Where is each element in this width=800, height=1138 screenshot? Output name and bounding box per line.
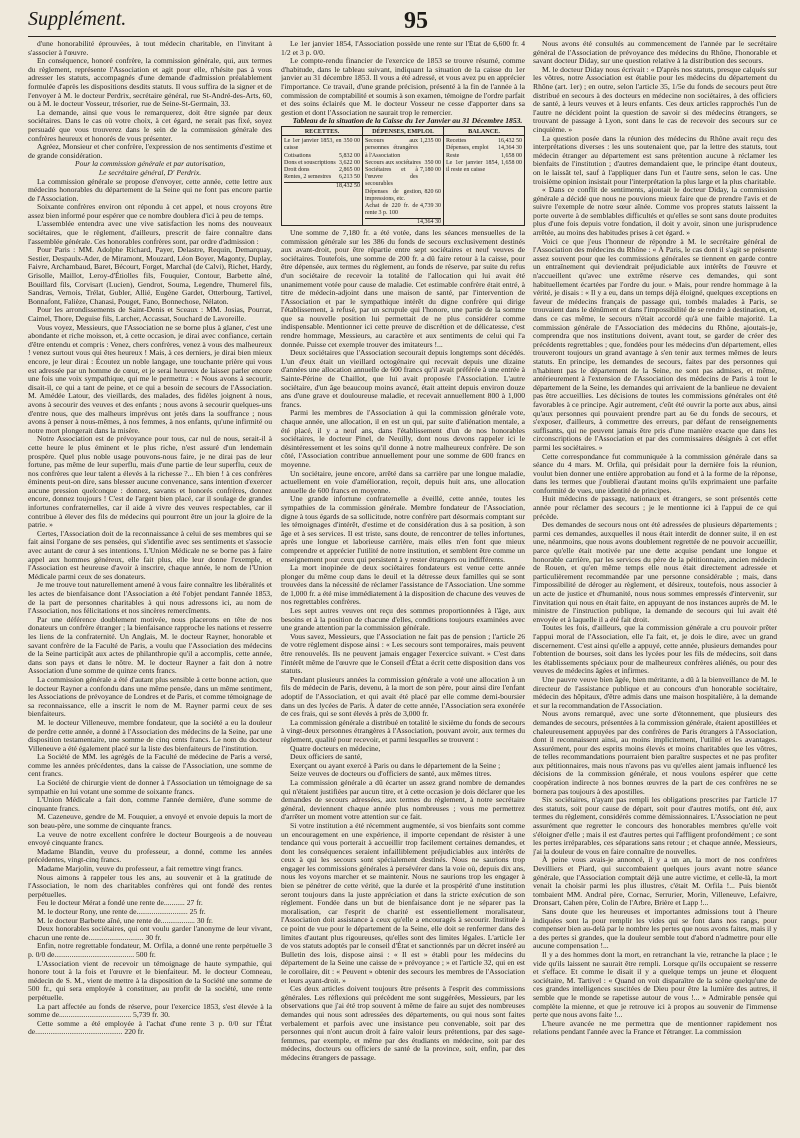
paragraph: La demande, ainsi que vous le remarquerez, doit être signée par deux sociétaires. Dans le cas où votre choix, à cet égard, ne serait pas fixé, soyez persuadé que vous trouverez dans le sein de la commission générale des confrères heureux et honorés de vous présenter. — [28, 107, 272, 143]
paragraph: L'Union Médicale a fait don, comme l'année dernière, d'une somme de cinquante francs. — [28, 795, 272, 813]
paragraph: Nous avons été consultés au commencement de l'année par le secrétaire général de l'Association de prévoyance des médecins du Rhône, l'honorable et savant docteur Diday, sur une question relative à la distribution des secours. — [533, 40, 777, 66]
ledger-amount: 7,180 00 — [420, 166, 441, 173]
page-number: 95 — [404, 8, 428, 34]
paragraph: Je me trouve tout naturellement amené à vous faire connaître les libéralités et les actes de bienfaisance dont l'Association a été l'objet pendant l'année 1853, de la part de personnes charitables à qui nous adressons ici, au nom de l'Association, nos félicitations et nos sincères remercîments. — [28, 580, 272, 616]
ledger-amount: 1,658 00 — [501, 159, 522, 166]
paragraph: d'une honorabilité éprouvées, à tout médecin charitable, en l'invitant à s'associer à l'œuvre. — [28, 40, 272, 57]
paragraph: Enfin, notre regrettable fondateur, M. Orfila, a donné une rente perpétuelle 3 p. 0/0 de.......................................... 500 fr. — [28, 941, 272, 959]
ledger-label: Dépenses de gestion, impressions, etc. — [365, 188, 423, 202]
paragraph: La question posée dans la réunion des médecins du Rhône avait reçu des interprétations diverses : les uns soutenaient que, par la lettre des statuts, tout médecin étranger au département est sans prétention aucune à réclamer les bienfaits de l'institution ; d'autres demandaient que, le principe étant douteux, on le laissât tel, sauf à l'appliquer dans l'un et l'autre sens, selon le cas. Une troisième opinion insistait pour l'interprétation la plus large et la plus charitable. — [533, 133, 777, 186]
paragraph: La commission générale se propose d'envoyer, cette année, cette lettre aux médecins honorables du département de la Seine qui ne font pas encore partie de l'Association. — [28, 176, 272, 203]
ledger-amount: 2,865 00 — [339, 166, 360, 173]
paragraph: M. le docteur Rony, une rente de........................... 25 fr. — [37, 906, 206, 916]
paragraph: Des demandes de secours nous ont été adressées de plusieurs départements ; parmi ces demandes, auxquelles il nous était interdit de donner suite, il en est une, néanmoins, que nous avons doublement regrettée de ne pouvoir accueillir, parce qu'elle était motivée par une dette acquise pendant une longue et honorable carrière, par les services du père de la pétitionnaire, ancien médecin de Rouen, et qu'en même temps elle nous était directement adressée et particulièrement recommandée par une personne considérable ; mais, dans l'impossibilité de déroger au règlement, et désireux, toutefois, nous associer à un acte de justice et d'humanité, nous nous sommes empressés d'intervenir, sur l'invitation qui nous en était faite, en appuyant de nos instances auprès de M. le ministre de l'instruction publique, la demande de secours qui lui avait été envoyée et à laquelle il a été fait droit. — [533, 520, 777, 624]
paragraph: Seize veuves de docteurs ou d'officiers de santé, aux mêmes titres. — [290, 769, 492, 779]
column-1-text — [28, 40, 272, 1037]
paragraph: Sans doute que les heureuses et importantes admissions tout à l'heure indiquées sont la pour remplir les vides qui se font dans nos rangs, pour compenser bien au-delà par le nombre les pertes que nous avons faites, mais il y a des pertes si grandes, que la douleur semble tout d'abord n'admettre pour elle aucune compensation !... — [533, 906, 777, 951]
paragraph: Certes, l'Association doit de la reconnaissance à celui de ses membres qui se fait ainsi l'organe de ses pensées, qui s'identifie avec ses sentiments et s'associe avec autant de cœur à ses intentions. L'Union Médicale ne se borne pas à faire appel aux hommes généreux, elle fait plus, elle leur donne l'exemple, et l'Association est heureuse d'avoir à inscrire, chaque année, le nom de l'Union Médicale parmi ceux de ses donateurs. — [28, 528, 272, 581]
paragraph: Pour Paris : MM. Adolphe Richard, Payer, Delastre, Requin, Demarquay, Sestier, Despaulx-Ader, de Miramont, Mouzard, Léon Boyer, Magonty, Duplay, Faivre, Archambaud, Baret, Bécourt, Forget, Marchal (de Calvi), Richet, Hardy, Grisolle, Maillot, Leroy-d'Étiolles fils, Fouquier, Contour, Barbette aîné, Bouillard fils, Corvisart (Lucien), Gendrot, Souma, Legendre, Thumerel fils, Sandras, Vernois, Trélat, Gubler, Allié, Eugène Gardet, Otterbourg, Tartivel, Bonnafont, Falièze, Chanasi, Pouget, Fano, Bonnechose, Nélaton. — [28, 245, 272, 306]
paragraph: Nous avons remarqué, avec une sorte d'étonnement, que plusieurs des demandes de secours, présentées à la commission générale, étaient apostillées et chaleureusement appuyées par des confrères de Paris étrangers à l'Association, dont il reconnaissent ainsi, au moins implicitement, l'utilité et les avantages. Assurément, pour des esprits moins élevés et moins charitables que les vôtres, de telles recommandations pourraient bien paraître suspectes et ne pas profiter aux pétitionnaires, mais nous n'avons pas vu qu'elles aient jamais influencé les décisions de la commission générale, et nous voulons espérer que cette coopération indirecte à nos bonnes œuvres de la part de ces confrères ne se bornera pas toujours à des apostilles. — [533, 709, 777, 796]
paragraph: La Société de MM. les agrégés de la Faculté de médecine de Paris a versé, comme les années précédentes, dans la caisse de l'Association, une somme de cent francs. — [28, 752, 272, 779]
paragraph: Pour les arrondissements de Saint-Denis et Sceaux : MM. Josias, Pourrat, Caimel, Thore, Deguise fils, Larcher, Accassat, Souchard de Lavoreille. — [28, 305, 272, 323]
paragraph: La commission générale a dû écarter un assez grand nombre de demandes qui n'étaient justifiées par aucun titre, et à cette occasion je dois déclarer que les demandes de secours adressées, aux termes du règlement, à notre secrétaire général, deviennent chaque année plus nombreuses ; vous me permettrez d'arrêter un moment votre attention sur ce fait. — [281, 777, 525, 822]
running-head — [28, 6, 776, 37]
ledger-label: Rentes, 2 semestres — [284, 174, 332, 181]
paragraph: Exerçant ou ayant exercé à Paris ou dans le département de la Seine ; — [290, 760, 501, 770]
column-2-intro — [281, 40, 525, 117]
ledger-amount: 3,622 00 — [339, 159, 360, 166]
ledger-row — [284, 153, 360, 160]
ledger-label: Le 1er janvier 1853, en caisse — [284, 138, 342, 152]
ledger-row — [446, 160, 522, 174]
paragraph: Le compte-rendu financier de l'exercice de 1853 se trouve résumé, comme d'habitude, dans le tableau suivant, indiquant la situation de la caisse du 1er janvier au 31 décembre 1853. Il vous a été adressé, et vous avez pu en apprécier l'importance. Ce travail, d'une grande précision, présenté à la fin de l'année à la commission de comptabilité et soumis à son examen, témoigne de l'ordre parfait et des soins éclairés que M. le docteur Vosseur ne cesse d'apporter dans sa gestion et dont l'Association ne saurait trop le remercier. — [281, 56, 525, 117]
column-2-text — [281, 229, 525, 1063]
paragraph: Les sept autres veuves ont reçu des sommes proportionnées à l'âge, aux besoins et à la position de chacune d'elles, conditions toujours examinées avec une grande attention par la commission générale. — [281, 606, 525, 633]
column-1 — [28, 40, 272, 1132]
ledger-amount: 1,235 00 — [420, 138, 441, 145]
paragraph: La veuve de notre excellent confrère le docteur Bourgeois a de nouveau envoyé cinquante francs. — [28, 829, 272, 848]
ledger-amount: 5,832 00 — [339, 152, 360, 159]
paragraph: Deux officiers de santé, — [290, 752, 362, 762]
ledger-row — [284, 138, 360, 152]
ledger-column-header: RECETTES. — [282, 128, 362, 136]
ledger-amount: 16,432 50 — [498, 138, 522, 145]
paragraph: Quatre docteurs en médecine, — [290, 743, 381, 753]
paragraph: Une somme de 7,180 fr. a été votée, dans les séances mensuelles de la commission générale sur les 386 du fonds de secours exclusivement destinés aux avant-droit, pour être répartie entre sept sociétaires et neuf veuves de sociétaires. Toutefois, une somme de 200 fr. a dû faire retour à la caisse, pour être dépensée, aux termes du règlement, au fonds de réserve, par suite du refus d'un sociétaire de recevoir la totalité de l'allocation qui lui avait été unanimement votée pour cause de maladie. Cet estimable confrère était entré, à titre de médecin-adjoint dans une maison de santé, par l'intervention de l'Association et par le sympathique intérêt du digne confrère qui dirige l'établissement, à refusé, par un scrupule qui l'honore, une partie de la somme que sa nouvelle position lui permettait de ne plus considérer comme indispensable. Mentionner ici cette preuve de discrétion et de délicatesse, c'est rendre hommage, Messieurs, au caractère et aux sentiments de celui qui l'a donnée. Puisse cet exemple trouver des imitateurs !... — [281, 227, 525, 349]
paragraph: Une pauvre veuve bien âgée, bien méritante, a dû à la bienveillance de M. le directeur de l'assistance publique et au concours d'un honorable sociétaire, médecin des hôpitaux, d'être admis dans une maison hospitalière, à la demande et sur la recommandation de l'Association. — [533, 674, 777, 710]
ledger-amount: 820 60 — [424, 188, 441, 195]
paragraph: Soixante confrères environ ont répondu à cet appel, et nous croyons être assez bien informé pour espérer que ce nombre doublera d'ici à peu de temps. — [28, 202, 272, 220]
ledger-amount: 350 00 — [343, 138, 360, 145]
paragraph: Huit médecins de passage, nationaux et étrangers, se sont présentés cette année pour réclamer des secours ; je le mentionne ici à l'appui de ce qui précède. — [533, 494, 777, 521]
paragraph: La mort inopinée de deux sociétaires fondateurs est venue cette année plonger du même coup dans le deuil et la détresse deux familles qui se sont trouvées dans la nécessité de réclamer l'assistance de l'Association. Une somme de 1,000 fr. a été mise immédiatement à la disposition de chacune des veuves de nos regrettables confrères. — [281, 563, 525, 607]
ledger-amount: 14,364 30 — [498, 145, 522, 152]
paragraph: Si votre institution a été récemment augmentée, si vos bienfaits sont comme un encouragement en une expérience, il importe cependant de résister à une tendance qui vous porterait à accueillir trop facilement certaines demandes, et dont les conséquences seraient infailliblement préjudiciables aux intérêts de ceux à qui les secours sont spécialement destinés. Nous ne saurions trop engager les commissions générales à persévérer dans la voie où, depuis dix ans, nous les voyons marcher et se maintenir. Nous ne saurions trop les engager à bien se pénétrer de cette vérité, que la durée et la prospérité d'une institution seront toujours dans la juste appréciation et dans la stricte exécution de son règlement. Fondée dans un but de bienfaisance dont je ne séparer pas la moralisation, car l'esprit de charité est essentiellement moralisateur, l'Association doit assistance à ceux qu'elle a encouragés à secourir. Instituée à ce point de vue pour le département de la Seine, elle doit se renfermer dans des limites d'autant plus rigoureuses, qu'elles sont des limites légales. L'article 1er de vos statuts adoptés par le conseil d'État et sanctionnés par un décret inséré au Bulletin des lois, dispose ainsi : « Il est » établi pour les médecins du département de la Seine une caisse de » prévoyance ; » et l'article 32, qui en est le corollaire, dit : « Peuvent » obtenir des secours les membres de l'Association et leurs ayant-droit. » — [281, 820, 525, 985]
ledger-label: Droit dons — [284, 166, 310, 173]
ledger-label: Dons et souscriptions — [284, 159, 336, 166]
paragraph: Voici ce que j'eus l'honneur de répondre à M. le secrétaire général de l'Association des médecins du Rhône : « À Paris, le cas dont il s'agit se présente assez souvent pour que les commissions générales se tiennent en garde contre un entraînement qui deviendrait préjudiciable aux intérêts de l'œuvre et n'accueillent qu'avec une extrême réserve ces demandes, qui sont habituellement écartées par l'ordre du jour. » Mais, pour rendre hommage à la vérité, je disais : « Il y a eu, dans un temps déjà éloigné, quelques exceptions en faveur de médecins français de passage qui, tombés malades à Paris, se trouvaient dans le dénûment et dans l'impossibilité de se rendre à destination, et, dans ce cas même, le secours n'était accordé qu'à une faible majorité. La commission générale de l'Association des médecins du Rhône, ajoutais-je, comprendra que nos institutions doivent, avant tout, se garder de créer des précédents regrettables ; que, fondées pour les médecins d'un département, elles trouveront toujours un grand avantage à s'en tenir aux termes mêmes de leurs statuts. En principe, les demandes de secours, faites par des personnes qui n'habitent pas le département de la Seine, ne sont pas admises, et même, antérieurement à l'extension de l'Association des médecins de Paris à tout le département de la Seine, les demandes qui arrivaient de la banlieue ne devaient pas être accueillies. Les décisions de toutes les commissions générales ont été favorables à ce principe. Agir autrement, c'eût été ouvrir la porte aux abus, ainsi qu'aux personnes qui pouvaient prendre part au 6e du fonds de secours, et s'exposer, d'ailleurs, à commettre des erreurs, par défaut de renseignements suffisants, qui ne peuvent jamais être pris d'une manière exacte que dans les circonscriptions de l'Association et par des commissaires désignés à cet effet parmi les sociétaires. » — [533, 236, 777, 452]
ledger-row — [284, 167, 360, 174]
paragraph: L'heure avancée ne me permettra que de mentionner rapidement nos relations pendant l'année avec la France et l'étranger. La commission — [533, 1018, 777, 1037]
ledger-label: Sociétaires et à l'œuvre des secourables — [365, 166, 418, 188]
paragraph: M. Cazeneuve, gendre de M. Fouquier, a envoyé et envoie depuis la mort de son beau-père, une somme de cinquante francs. — [28, 812, 272, 831]
paragraph: M. le docteur Diday nous écrivait : « D'après nos statuts, presque calqués sur les vôtres, notre Association est établie pour les médecins du département du Rhône (art. 1er) ; en outre, selon l'article 35, 1/5e du fonds de secours peut être distribué en secours à des docteurs en médecine non sociétaires, à des officiers de santé, à leurs veuves et à leurs enfants. Ces deux articles rapprochés l'un de l'autre ne décident point la question de savoir si des médecins étrangers, se trouvant de passage à Lyon, sont dans le cas de recevoir des secours sur ce cinquième. » — [533, 64, 777, 134]
ledger-label: Secours aux personnes étrangères à l'Association — [365, 138, 418, 159]
column-3-text — [533, 40, 777, 1037]
paragraph: Pour la commission générale et par autorisation, — [75, 159, 225, 169]
ledger-row — [365, 138, 441, 160]
paragraph: Le 1er janvier 1854, l'Association possède une rente sur l'État de 6,600 fr. 4 1/2 et 3 p. 0/0. — [281, 40, 525, 57]
paragraph: Deux honorables sociétaires, qui ont voulu garder l'anonyme de leur vivant, chacun une rente de............................. 30 fr. — [28, 924, 272, 942]
ledger-column — [363, 127, 444, 225]
paragraph: Six sociétaires, n'ayant pas rempli les obligations prescrites par l'article 17 des statuts, soit pour cause de départ, soit pour d'autres motifs, ont été, aux termes du règlement, considérés comme démissionnaires. L'Association ne peut assurément que regretter le concours des honorables membres qu'elle voit s'éloigner d'elle ; mais il est d'autres pertes qui l'affligent profondément ; ce sont les pertes irréparables, ces séparations sans retour ; et chaque année, Messieurs, j'ai la douleur de vous en faire connaître de nouvelles. — [533, 795, 777, 856]
ledger-amount: 6,213 50 — [339, 174, 360, 181]
paragraph: La commission générale a été d'autant plus sensible à cette bonne action, que le docteur Rayner a confondu dans une même pensée, dans un même sentiment, les Associations de prévoyance de Londres et de Paris, et comme témoignage de sa reconnaissance, elle a inscrit le nom de M. Rayner parmi ceux de ses bienfaiteurs. — [28, 674, 272, 719]
section-title: Supplément. — [28, 8, 127, 30]
cash-ledger-table — [281, 126, 525, 226]
paragraph: Notre Association est de prévoyance pour tous, car nul de nous, serait-il à cette heure le plus éminent et le plus riche, n'est assuré d'un lendemain prospère. Quel plus noble usage pouvons-nous faire, je ne dirai pas de leur fortune, pas même de leur superflu, mais d'une partie de leur superflu, ceux de nos confrères que leur talent a élevés à la richesse ?... Eh bien ! à ces confrères éminents peut-on dire, sans blesser aucune convenance, sans intention d'exercer aucune pression quelconque : donnez, savants et honorés confrères, donnez encore, donnez toujours ! C'est de l'argent bien placé, car il soulage de grandes infortunes confraternelles, car il aide à vivre des veuves respectables, car il contribue à élever des fils de médecins qui pourront être un jour la gloire de la patrie. » — [28, 434, 272, 530]
paragraph: Agréez, Monsieur et cher confrère, l'expression de nos sentiments d'estime et de grande considération. — [28, 142, 272, 160]
paragraph: L'assemblée entendra avec une vive satisfaction les noms des nouveaux sociétaires, que le règlement, d'ailleurs, prescrit de faire connaître dans l'assemblée générale. Ces honorables confrères sont, par ordre d'admission : — [28, 219, 272, 246]
paragraph: Vous savez, Messieurs, que l'Association ne fait pas de pension ; l'article 26 de votre règlement dispose ainsi : « Les secours sont temporaires, mais peuvent être renouvelés. Ils ne peuvent jamais engager l'exercice suivant. » C'est dans l'intérêt même de l'œuvre que le Conseil d'État a écrit cette disposition dans vos statuts. — [281, 631, 525, 676]
ledger-amount: 4,739 30 — [420, 202, 441, 209]
ledger-row — [365, 189, 441, 203]
paragraph: Un sociétaire, jeune encore, arrêté dans sa carrière par une longue maladie, actuellement en voie d'amélioration, reçoit, depuis huit ans, une allocation annuelle de 600 francs en moyenne. — [281, 468, 525, 495]
ledger-label: Cotisations — [284, 152, 312, 159]
ledger-label: Secours aux sociétaires — [365, 159, 421, 166]
paragraph: Le secrétaire général, D' Perdrix. — [98, 167, 202, 177]
ledger-title: Tableau de la situation de la Caisse du 1er Janvier au 31 Décembre 1853. — [292, 116, 523, 126]
ledger-amount: 1,658 00 — [501, 152, 522, 159]
paragraph: Cette correspondance fut communiquée à la commission générale dans sa séance du 4 mars. M. Orfila, qui présidait pour la dernière fois la réunion, voulut bien donner une entière approbation au fond et à la forme de la réponse, dans les termes que j'oublierai d'autant moins qu'ils exprimaient une parfaite conformité de vues, une identité de principes. — [533, 451, 777, 495]
paragraph: À peine vous avais-je annoncé, il y a un an, la mort de nos confrères Devilliers et Piard, qui succombaient quelques jours avant notre séance générale, que l'Association comptait déjà une autre victime, et celle-là, la mort venait la choisir parmi les plus illustres, c'était M. Orfila !... Puis bientôt tombaient MM. Andral père, Cornac, Serrurier, Morin, Villeneuve, Lefaivre, Dronsart, Cahen père, Colin de l'Arbre, Brière et Lapp !... — [533, 855, 777, 908]
paragraph: M. le docteur Villeneuve, membre fondateur, que la société a eu la douleur de perdre cette année, a donné à l'Association des médecins de la Seine, par une disposition testamentaire, une somme de cinq cents francs. Le nom du docteur Villeneuve a été également placé sur la liste des bienfaiteurs de l'institution. — [28, 717, 272, 753]
paragraph: Deux sociétaires que l'Association secourait depuis longtemps sont décédés. L'un d'eux était un vieillard octogénaire qui recevait depuis une dizaine d'années une allocation annuelle de 600 francs qu'il avait préférée à une entrée à Sainte-Périne de Chaillot, que lui avait proposée l'Association. L'autre sociétaire, d'un âge beaucoup moins avancé, était atteint depuis environ douze ans d'une grave et douloureuse maladie, et recevait annuellement 800 à 1,000 francs. — [281, 348, 525, 409]
ledger-row — [446, 153, 522, 160]
paragraph: Cette somme a été employée à l'achat d'une rente 3 p. 0/0 sur l'État de.............................................. 220 fr. — [28, 1018, 272, 1037]
paragraph: Feu le docteur Mérat a fondé une rente de........... 27 fr. — [37, 898, 203, 908]
column-2 — [281, 40, 525, 1132]
ledger-column — [444, 127, 524, 225]
paragraph: Pendant plusieurs années la commission générale a voté une allocation à un fils de médecin de Paris, devenu, à la mort de son père, pour ainsi dire l'enfant adoptif de l'Association, et qui avait été placé par elle comme demi-boursier dans un des lycées de Paris. À dater de cette année, l'Association sera exonérée de ces frais, qui se sont élevés à près de 3,000 fr. — [281, 674, 525, 719]
ledger-total: 18,432 50 — [284, 182, 360, 190]
paragraph: Vous voyez, Messieurs, que l'Association ne se borne plus à glaner, c'est une abondante et riche moisson, et, à cette occasion, je dirai avec confiance, certain d'être entendu et compris : Venez, chers confrères, venez à vous des malheureux ! venez surtout vous qui êtes heureux ! Mais, à ces derniers, je dirai bien mieux encore, je leur dirai : Écoutez un noble langage, une touchante prière qui vous est adressée par un homme de cœur, et je serai heureux de laisser parler encore une fois une voix sympathique, qui me le permettra : « Nous avons à secourir, disait-il, ce qui a tant de peine, et ce qui a besoin de secours de l'Association. M. Amédée Latour, des vieillards, des malades, des fidèles joignent à nous, avons à secourir des veuves et des enfants ; nous avons à secourir quelques-uns d'entre nous, que des malheurs imprévus ont jetés dans la souffrance ; nous avons à penser à nous-mêmes, à nos femmes, à nos enfants, qu'une infirmité ou notre mort plongerait dans la misère. — [28, 322, 272, 435]
paragraph: M. le docteur Barbette aîné, une rente de.................. 30 fr. — [37, 915, 213, 925]
paragraph: La commission générale a distribué en totalité le sixième du fonds de secours à vingt-deux personnes étrangères à l'Association, pouvant avoir, aux termes du règlement, qualité pour recevoir, et parmi lesquelles se trouvent : — [281, 717, 525, 744]
ledger-column-header: DÉPENSES, EMPLOI. — [363, 128, 443, 136]
ledger-row — [365, 167, 441, 189]
ledger-column — [282, 127, 363, 225]
ledger-row — [365, 203, 441, 217]
paragraph: Nous aimons à rappeler tous les ans, au souvenir et à la gratitude de l'Association, le nom des charitables confrères qui ont fondé des rentes perpétuelles. — [28, 872, 272, 899]
paragraph: La Société de chirurgie vient de donner à l'Association un témoignage de sa sympathie en lui votant une somme de soixante francs. — [28, 778, 272, 796]
column-3 — [533, 40, 777, 1132]
paragraph: Par une déférence doublement motivée, nous placerons en tête de nos donateurs un confrère étranger ; la bienfaisance rapproche les nations et resserre les liens de la confraternité. Un Anglais, M. le docteur Rayner, honorable et savant confrère de la Faculté de Paris, a voulu que l'Association des médecins de la Seine participât aux actes de philanthropie qu'il a accomplis, cette année, dans son pays et dans le nôtre. M. le docteur Rayner a fait don à notre Association d'une somme de quinze cents francs. — [28, 614, 272, 676]
ledger-row — [284, 174, 360, 181]
paragraph: Madame Blandin, veuve du professeur, a donné, comme les années précédentes, vingt-cinq francs. — [28, 846, 272, 865]
paragraph: Parmi les membres de l'Association à qui la commission générale vote, chaque année, une allocation, il en est un qui, par suite d'aliénation mentale, a été placé, il y a neuf ans, dans l'établissement d'un de nos honorables sociétaires, le docteur Pinel, de Neuilly, dont nous devons rappeler ici le désintéressement et les soins qu'il donne à notre malheureux confrère. De son côté, l'Association contribue annuellement pour une somme de 600 francs en moyenne. — [281, 408, 525, 469]
ledger-label: Reste — [446, 152, 460, 159]
ledger-amount: 350 00 — [424, 159, 441, 166]
paragraph: Il y a des hommes dont la mort, en retranchant la vie, retranche la place ; le vide qu'ils laissent ne saurait être rempli. Lorsque qu'ils occupaient se resserre et s'efface. Et comme le disait il y a quelque temps un jeune et éloquent sociétaire, M. Tartivel : « Quand on voit disparaître de la scène quelqu'une de ces grandes intelligences suscitées de Dieu pour être la lumière des autres, il semble que le monde se rapetisse autour de vous !... » Admirable pensée qui complète la mienne, et que je retrouve ici à propos au souvenir de l'immense perte que nous avons faite !... — [533, 949, 777, 1020]
ledger-row — [284, 160, 360, 167]
paragraph: En conséquence, honoré confrère, la commission générale, qui, aux termes du règlement, représente l'Association et agit pour elle, n'hésite pas à vous adresser les statuts, accompagnés d'une demande d'admission préalablement formulée d'après les dispositions desdits statuts. Il vous suffira de la signer et de l'envoyer à M. le docteur Perdrix, secrétaire général, rue St-André-des-Arts, 60, ou à M. le docteur Vosseur, trésorier, rue de Seine-St-Germain, 33. — [28, 56, 272, 109]
paragraph: Toutes les fois, d'ailleurs, que la commission générale a cru pouvoir prêter l'appui moral de l'Association, elle l'a fait, et, je dois le dire, avec un grand discernement. C'est ainsi qu'elle a appuyé, cette année, plusieurs demandes pour l'obtention de bourses, soit dans les lycées pour les fils de médecins, soit dans les établissements spéciaux pour de malheureux confrères aliénés, ou pour des veuves de médecins âgées et infirmes. — [533, 623, 777, 676]
paragraph: Ces deux articles doivent toujours être présents à l'esprit des commissions générales. Les réflexions qui précèdent me sont suggérées, Messieurs, par les observations que j'ai été trop souvent à même de faire au sujet des nombreuses demandes qui nous sont adressées des départements, ou qui nous sont faites verbalement et parfois avec une insistance peu convenable, soit par des personnes qui n'ont aucun droit à faire valoir leurs prétentions, par des sage-femmes, par exemple, et même par des étudiants en médecine, soit par des médecins, docteurs ou officiers de santé de la province, soit, enfin, par des médecins étrangers de passage. — [281, 984, 525, 1062]
paragraph: Une grande infortune confraternelle a éveillé, cette année, toutes les sympathies de la commission générale. Membre fondateur de l'Association, digne à tous égards de sa sollicitude, notre confrère part désormais comptant sur les témoignages d'intérêt, d'estime et de considération dus à sa position, à son âge et à ses services. Il est triste, sans doute, de rencontrer de telles infortunes, après une longue et laborieuse carrière, mais elles n'en font que mieux comprendre et apprécier l'utilité de notre institution, et semblent être comme un enseignement pour ceux qui persistent à y rester étrangers ou indifférents. — [281, 494, 525, 564]
ledger-label: Le 1er janvier 1854, il reste en caisse — [446, 159, 499, 173]
ledger-column-header: BALANCE. — [444, 128, 524, 136]
ledger-label: Achat de 220 fr. de rente 3 p. 100 — [365, 202, 418, 217]
paragraph: Madame Marjolin, veuve du professeur, a fait remettre vingt francs. — [37, 864, 243, 873]
ledger-row — [446, 138, 522, 145]
paragraph: L'Association vient de recevoir un témoignage de haute sympathie, qui honore tout à la fois et l'œuvre et le bienfaiteur. M. le docteur Comneau, médecin de S. M., vient de mettre à la disposition de la Société une somme de 500 fr., qui sera employée à constituer, au profit de la société, une rente perpétuelle. — [28, 958, 272, 1002]
paragraph: « Dans ce conflit de sentiments, ajoutait le docteur Diday, la commission générale a décidé que nous ne pouvions mieux faire que de prendre l'avis et de suivre l'exemple de notre sœur aînée. Comme vos propres statuts laissent la porte ouverte à de semblables difficultés et qu'elles se sont sans doute produites plus d'une fois depuis votre fondation, il doit y avoir, sinon une jurisprudence arrêtée, au moins des habitudes prises à cet égard. » — [533, 185, 777, 238]
paragraph: La part affectée au fonds de réserve, pour l'exercice 1853, s'est élevée à la somme de...................................... 5,739 fr. 30. — [28, 1001, 272, 1020]
ledger-total: 14,364 30 — [365, 218, 441, 226]
ledger-label: Recettes — [446, 138, 467, 145]
ledger-label: Dépenses, emploi — [446, 145, 489, 152]
ledger-row — [446, 145, 522, 152]
ledger-row — [365, 160, 441, 167]
